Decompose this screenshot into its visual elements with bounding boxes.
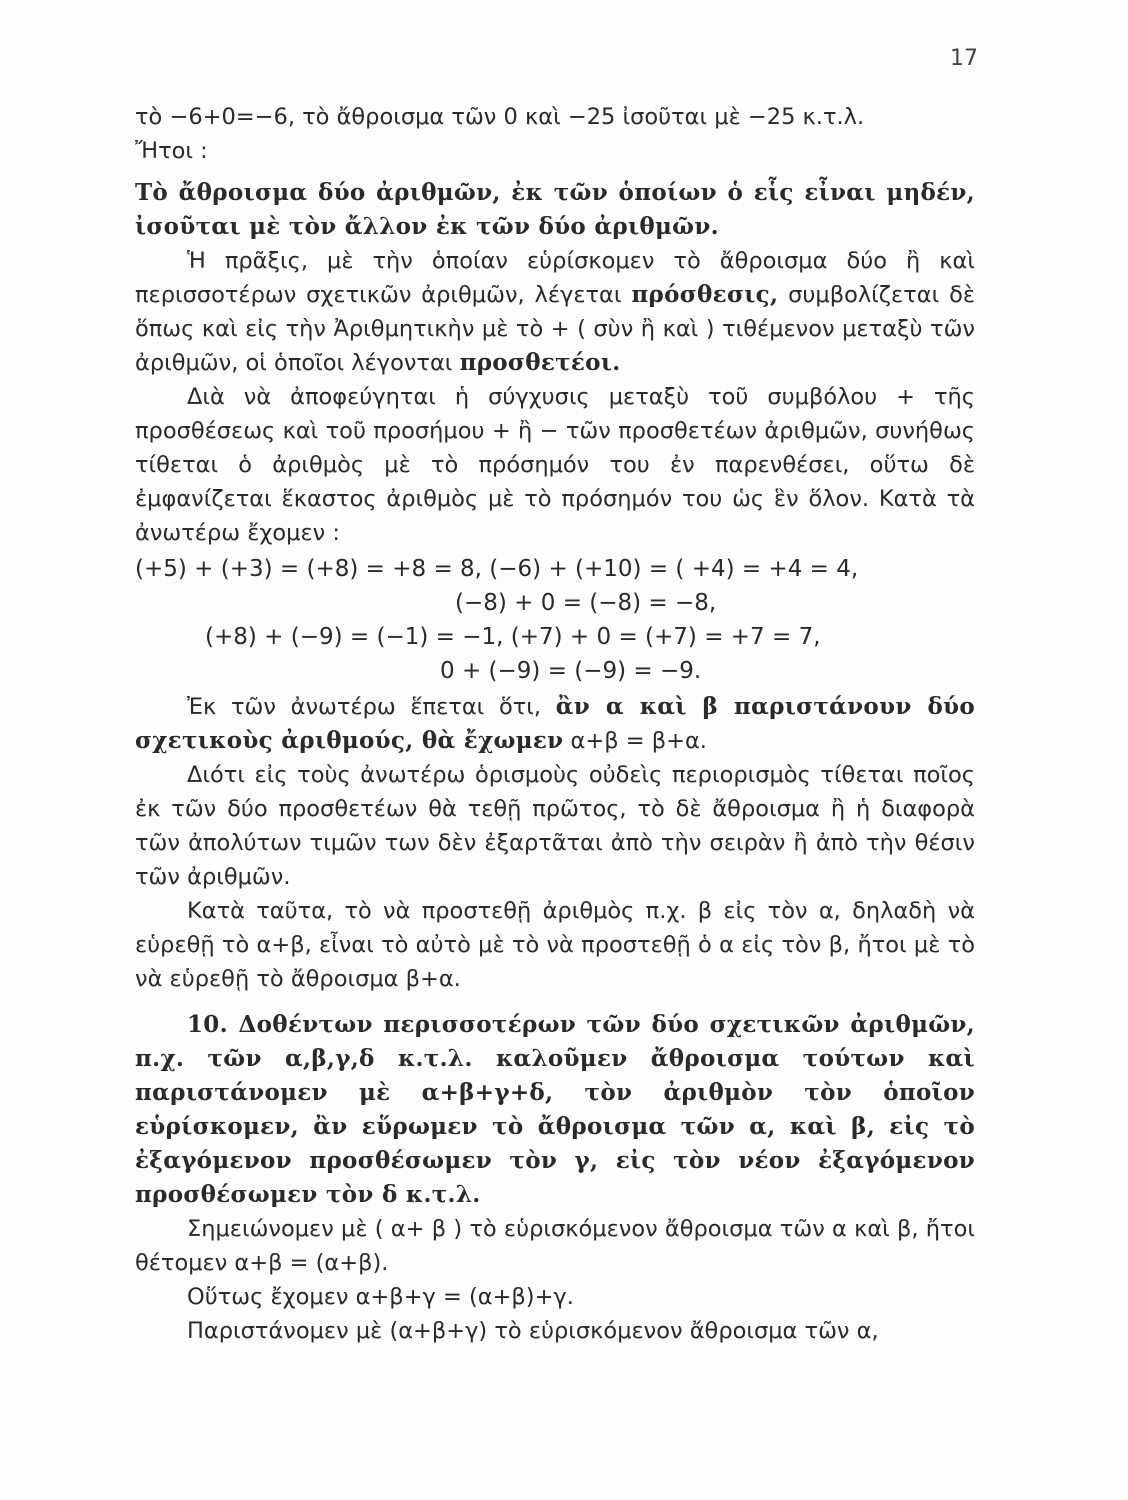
- term-prosthetoi: προσθετέοι.: [459, 349, 621, 376]
- formula-commutativity: α+β = β+α.: [563, 728, 707, 754]
- term-prosthesis: πρόσθεσις,: [631, 281, 779, 308]
- section-10-definition: 10. Δοθέντων περισσοτέρων τῶν δύο σχετικῶν ἀριθμῶν, π.χ. τῶν α,β,γ,δ κ.τ.λ. καλοῦμεν ἄθροισμα τούτων καὶ παριστάνομεν μὲ α+β+γ+δ, τὸν ἀριθμὸν τὸν ὁποῖον εὑρίσκομεν, ἂν εὕρωμεν τὸ ἄθροισμα τῶν α, καὶ β, εἰς τὸ ἐξαγόμενον προσθέσωμεν τὸν γ, εἰς τὸν νέον ἐξαγόμενον προσθέσωμεν τὸν δ κ.τ.λ.: [135, 1011, 975, 1208]
- paragraph-notation: Σημειώνομεν μὲ ( α+ β ) τὸ εὑρισκόμενον ἄθροισμα τῶν α καὶ β, ἤτοι θέτομεν α+β = (α+β).: [135, 1216, 975, 1276]
- equation-line-2: (−8) + 0 = (−8) = −8,: [455, 590, 717, 616]
- text-segment: συμβολίζεται δὲ ὅπως καὶ εἰς τὴν Ἀριθμητικὴν μὲ τὸ + ( σὺν ἢ καὶ ) τιθέμενον μεταξὺ τῶν ἀριθμῶν, οἱ ὁποῖοι λέγονται: [135, 282, 976, 376]
- text-segment: Ἡ πρᾶξις, μὲ τὴν ὁποίαν εὑρίσκομεν τὸ ἄθροισμα δύο ἢ καὶ περισσοτέρων σχετικῶν ἀριθμῶν, λέγεται: [135, 248, 975, 308]
- text-segment: Ἐκ τῶν ἀνωτέρω ἕπεται ὅτι,: [187, 694, 556, 720]
- examples-equations: [135, 552, 975, 688]
- page-number: 17: [950, 46, 978, 71]
- paragraph-reason: Διότι εἰς τοὺς ἀνωτέρω ὁρισμοὺς οὐδεὶς περιορισμὸς τίθεται ποῖος ἐκ τῶν δύο προσθετέων θὰ τεθῇ πρῶτος, τὸ δὲ ἄθροισμα ἢ ἡ διαφορὰ τῶν ἀπολύτων τιμῶν των δὲν ἐξαρτᾶται ἀπὸ τὴν σειρὰν ἢ ἀπὸ τὴν θέσιν τῶν ἀριθμῶν.: [135, 762, 975, 890]
- equation-line-1: (+5) + (+3) = (+8) = +8 = 8, (−6) + (+10) = ( +4) = +4 = 4,: [135, 556, 859, 582]
- paragraph-represent: Παριστάνομεν μὲ (α+β+γ) τὸ εὑρισκόμενον ἄθροισμα τῶν α,: [187, 1318, 879, 1344]
- paragraph-intro: τὸ −6+0=−6, τὸ ἄθροισμα τῶν 0 καὶ −25 ἰσοῦται μὲ −25 κ.τ.λ.: [135, 104, 865, 130]
- paragraph-addition-definition: [135, 244, 975, 380]
- rule-zero-sum: Τὸ ἄθροισμα δύο ἀριθμῶν, ἐκ τῶν ὁποίων ὁ εἷς εἶναι μηδέν, ἰσοῦται μὲ τὸν ἄλλον ἐκ τῶν δύο ἀριθμῶν.: [135, 179, 975, 240]
- equation-line-4: 0 + (−9) = (−9) = −9.: [440, 658, 702, 684]
- equation-line-3: (+8) + (−9) = (−1) = −1, (+7) + 0 = (+7) = +7 = 7,: [205, 624, 821, 650]
- paragraph-sign-confusion: Διὰ νὰ ἀποφεύγηται ἡ σύγχυσις μεταξὺ τοῦ συμβόλου + τῆς προσθέσεως καὶ τοῦ προσήμου + ἢ − τῶν προσθετέων ἀριθμῶν, συνήθως τίθεται ὁ ἀριθμὸς μὲ τὸ πρόσημόν του ἐν παρενθέσει, οὕτω δὲ ἐμφανίζεται ἕκαστος ἀριθμὸς μὲ τὸ πρόσημόν του ὡς ἓν ὅλον. Κατὰ τὰ ἀνωτέρω ἔχομεν :: [135, 384, 975, 546]
- rule-commutativity: ἂν α καὶ β παριστάνουν δύο σχετικοὺς ἀριθμούς, θὰ ἔχωμεν: [135, 693, 975, 754]
- paragraph-consequently: Κατὰ ταῦτα, τὸ νὰ προστεθῇ ἀριθμὸς π.χ. β εἰς τὸν α, δηλαδὴ νὰ εὑρεθῇ τὸ α+β, εἶναι τὸ αὐτὸ μὲ τὸ νὰ προστεθῇ ὁ α εἰς τὸν β, ἤτοι μὲ τὸ νὰ εὑρεθῇ τὸ ἄθροισμα β+α.: [135, 898, 975, 992]
- paragraph-etoi: Ἤτοι :: [135, 138, 208, 164]
- paragraph-three-sum: Οὕτως ἔχομεν α+β+γ = (α+β)+γ.: [187, 1284, 574, 1310]
- page-body: [135, 100, 975, 1348]
- paragraph-commutativity: [135, 690, 975, 758]
